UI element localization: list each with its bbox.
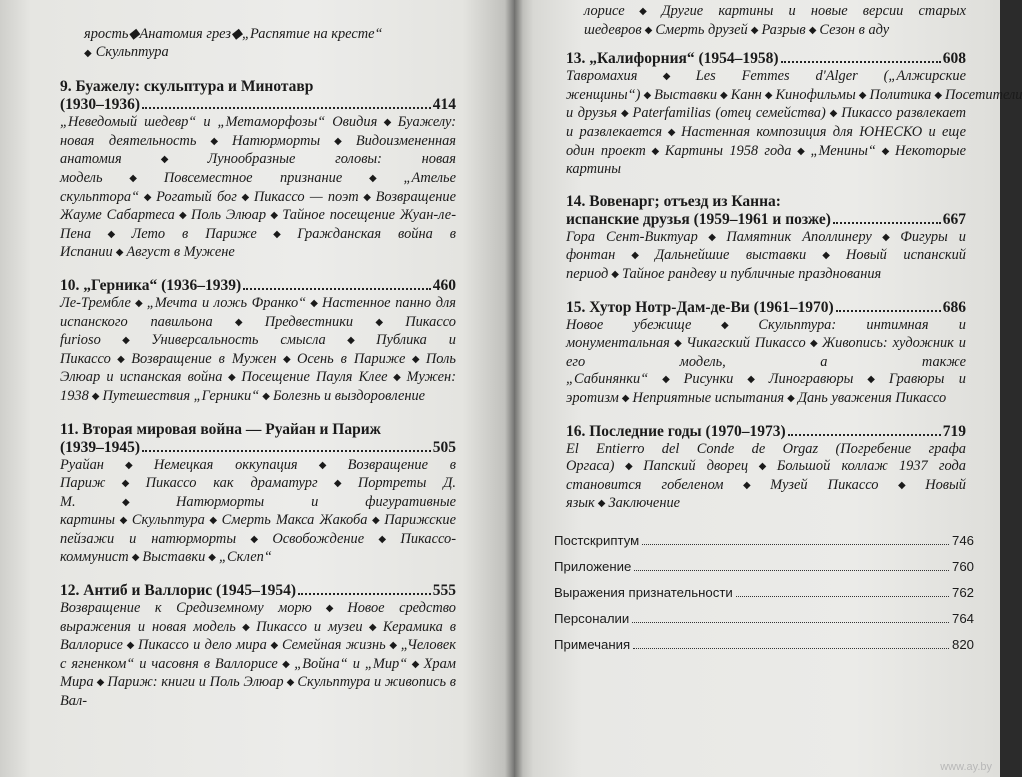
chapter-title-row [566, 50, 966, 68]
bullet-diamond-icon: ◆ [611, 268, 619, 280]
page-number: 608 [942, 50, 966, 68]
bullet-diamond-icon: ◆ [133, 297, 144, 309]
chapter-title-row [566, 211, 966, 229]
bullet-diamond-icon: ◆ [225, 372, 239, 384]
chapter-title-row [60, 439, 456, 457]
bullet-diamond-icon: ◆ [764, 89, 773, 101]
bullet-diamond-icon: ◆ [597, 498, 606, 510]
chapter-title: (1939–1945) [60, 438, 141, 456]
chapter-title-line: 14. Вовенарг; отъезд из Канна: [566, 192, 781, 210]
bullet-diamond-icon: ◆ [858, 89, 867, 101]
bullet-diamond-icon: ◆ [617, 461, 641, 473]
chapter-title: 15. Хутор Нотр-Дам-де-Ви (1961–1970) [566, 298, 834, 316]
bullet-diamond-icon: ◆ [367, 533, 398, 545]
leader-dots [142, 107, 431, 109]
right-toc [554, 3, 1022, 658]
appendix-row [554, 554, 974, 580]
chapter-title: (1930–1936) [60, 96, 141, 114]
leader-dots [633, 648, 949, 649]
bullet-diamond-icon: ◆ [410, 658, 421, 670]
continued-line-1: ярость◆Анатомия грез◆„Распятие на кресте“ [84, 26, 383, 42]
bullet-diamond-icon: ◆ [881, 479, 923, 491]
bullet-diamond-icon: ◆ [239, 533, 270, 545]
bullet-diamond-icon: ◆ [207, 515, 219, 527]
bullet-diamond-icon: ◆ [874, 231, 898, 243]
bullet-diamond-icon: ◆ [370, 515, 382, 527]
appendix-page: 760 [951, 558, 974, 574]
bullet-diamond-icon: ◆ [627, 6, 659, 17]
bullet-diamond-icon: ◆ [672, 338, 684, 350]
bullet-diamond-icon: ◆ [828, 108, 839, 120]
bullet-diamond-icon: ◆ [238, 621, 254, 633]
page-number: 719 [942, 422, 966, 440]
bullet-diamond-icon: ◆ [787, 392, 795, 404]
bullet-diamond-icon: ◆ [280, 658, 292, 670]
chapter-title-row [566, 423, 966, 441]
bullet-diamond-icon: ◆ [408, 353, 423, 365]
chapter-title: 10. „Герника“ (1936–1939) [60, 276, 242, 294]
bullet-diamond-icon: ◆ [105, 172, 161, 184]
toc-entry [60, 277, 456, 407]
bullet-diamond-icon: ◆ [96, 677, 105, 689]
right-page [514, 0, 1022, 777]
bullet-diamond-icon: ◆ [809, 250, 843, 262]
leader-dots [632, 622, 949, 623]
bullet-diamond-icon: ◆ [208, 552, 216, 564]
bullet-diamond-icon: ◆ [269, 640, 279, 652]
bullet-diamond-icon: ◆ [320, 478, 355, 490]
leader-dots [833, 222, 941, 224]
chapter-title-line: 11. Вторая мировая война — Руайан и Париж [60, 420, 381, 438]
bullet-diamond-icon: ◆ [113, 353, 129, 365]
toc-entry [566, 423, 966, 514]
bullet-diamond-icon: ◆ [388, 640, 398, 652]
toc-entry [566, 193, 966, 285]
bullet-diamond-icon: ◆ [78, 496, 174, 508]
bullet-diamond-icon: ◆ [124, 154, 205, 166]
chapter-subtopics: Возвращение к Средиземному морю ◆ Новое средство выражения и новая модель ◆ Пикассо и музеи ◆ Керамика в Валлорисе ◆ Пикассо и дело мира ◆ Семейная жизнь ◆ „Человек с ягненком“ и часовня в Валлорисе ◆ „Война“ и „Мир“ ◆ Храм Мира ◆ Париж: книги и Поль Элюар ◆ Скульптура и живопись в Вал- [60, 600, 456, 710]
page-number: 414 [432, 96, 456, 114]
appendix-row [554, 632, 974, 658]
toc-entry [566, 50, 1022, 179]
page-number: 555 [432, 582, 456, 600]
bullet-diamond-icon: ◆ [736, 374, 766, 386]
bullet-diamond-icon: ◆ [286, 677, 295, 689]
appendix-page: 746 [951, 532, 974, 548]
chapter-title: испанские друзья (1959–1961 и позже) [566, 210, 831, 228]
bullet-diamond-icon: ◆ [115, 247, 124, 259]
continued-subtopics [60, 26, 456, 62]
bullet-diamond-icon: ◆ [108, 478, 143, 490]
bullet-diamond-icon: ◆ [84, 47, 92, 59]
bullet-diamond-icon: ◆ [651, 374, 681, 386]
bullet-diamond-icon: ◆ [365, 621, 380, 633]
bullet-diamond-icon: ◆ [328, 335, 374, 347]
chapter-title-row [60, 277, 456, 295]
leader-dots [836, 310, 941, 312]
toc-entry [60, 582, 456, 711]
continued-line-2 [84, 44, 456, 63]
appendix-label: Постскриптум [554, 532, 640, 548]
bullet-diamond-icon: ◆ [215, 316, 262, 328]
leader-dots [142, 450, 431, 452]
book-gutter [505, 0, 523, 777]
toc-entry [60, 78, 456, 263]
bullet-diamond-icon: ◆ [269, 210, 280, 222]
bullet-diamond-icon: ◆ [665, 126, 679, 138]
watermark: www.ay.by [940, 761, 992, 773]
page-number: 667 [942, 210, 966, 228]
appendix-label: Приложение [554, 558, 632, 574]
bullet-diamond-icon: ◆ [644, 24, 653, 36]
appendix-label: Выражения признательности [554, 584, 733, 600]
bullet-diamond-icon: ◆ [262, 390, 270, 402]
leader-dots [736, 596, 949, 597]
bullet-diamond-icon: ◆ [230, 26, 243, 42]
bullet-diamond-icon: ◆ [103, 335, 149, 347]
chapter-title-row [566, 299, 966, 317]
appendix-label: Персоналии [554, 610, 630, 626]
bullet-diamond-icon: ◆ [808, 338, 819, 350]
bullet-diamond-icon: ◆ [720, 89, 728, 101]
appendix-label: Примечания [554, 636, 631, 652]
chapter-subtopics: El Entierro del Conde de Orgaz (Погребение графа Оргаса) ◆ Папский дворец ◆ Большой коллаж 1937 года становится гобеленом ◆ Музей Пикассо ◆ Новый язык ◆ Заключение [566, 440, 966, 512]
leader-dots [788, 434, 941, 436]
bullet-diamond-icon: ◆ [643, 89, 652, 101]
continued-item: Скульптура [95, 43, 169, 60]
page-number: 686 [942, 298, 966, 316]
left-toc [60, 26, 456, 725]
bullet-diamond-icon: ◆ [199, 135, 230, 147]
bullet-diamond-icon: ◆ [259, 228, 295, 240]
page-number: 460 [432, 276, 456, 294]
bullet-diamond-icon: ◆ [750, 24, 759, 36]
bullet-diamond-icon: ◆ [361, 191, 373, 203]
chapter-title: 13. „Калифорния“ (1954–1958) [566, 50, 779, 68]
chapter-subtopics: Новое убежище ◆ Скульптура: интимная и монументальная ◆ Чикагский Пикассо ◆ Живопись: художник и его модель, а также „Сабинянки“ ◆ Рисунки ◆ Линогравюры ◆ Гравюры и эротизм ◆ Неприятные испытания ◆ Дань уважения Пикассо [566, 316, 966, 406]
bullet-diamond-icon: ◆ [279, 353, 295, 365]
bullet-diamond-icon: ◆ [345, 172, 401, 184]
appendix-page: 764 [951, 610, 974, 626]
toc-entry [566, 299, 966, 409]
bullet-diamond-icon: ◆ [106, 459, 151, 471]
appendix-page: 762 [951, 584, 974, 600]
bullet-diamond-icon: ◆ [808, 24, 817, 36]
chapter-subtopics: Тавромахия ◆ Les Femmes d'Alger („Алжирские женщины“) ◆ Выставки ◆ Канн ◆ Кинофильмы ◆ Политика ◆ Посетители и друзья ◆ Paterfamilias (отец семейства) ◆ Пикассо развлекает и развлекается ◆ Настенная композиция для ЮНЕСКО и еще один проект ◆ Картины 1958 года ◆ „Менины“ ◆ Некоторые картины [566, 68, 1022, 178]
bullet-diamond-icon: ◆ [131, 552, 140, 564]
bullet-diamond-icon: ◆ [794, 145, 808, 157]
bullet-diamond-icon: ◆ [390, 372, 404, 384]
bullet-diamond-icon: ◆ [94, 228, 129, 240]
bullet-diamond-icon: ◆ [300, 459, 345, 471]
bullet-diamond-icon: ◆ [620, 108, 630, 120]
chapter-title-row [60, 582, 456, 600]
leader-dots [298, 593, 431, 595]
page-number: 505 [432, 438, 456, 456]
bullet-diamond-icon: ◆ [726, 479, 768, 491]
bullet-diamond-icon: ◆ [856, 374, 886, 386]
bullet-diamond-icon: ◆ [380, 117, 395, 129]
bullet-diamond-icon: ◆ [934, 89, 943, 101]
bullet-diamond-icon: ◆ [91, 390, 100, 402]
bullet-diamond-icon: ◆ [125, 640, 136, 652]
bullet-diamond-icon: ◆ [323, 135, 353, 147]
appendix-list [554, 528, 974, 658]
bullet-diamond-icon: ◆ [640, 71, 693, 83]
chapter-title: 16. Последние годы (1970–1973) [566, 422, 786, 440]
bullet-diamond-icon: ◆ [177, 210, 188, 222]
bullet-diamond-icon: ◆ [700, 231, 724, 243]
chapter-subtopics: „Неведомый шедевр“ и „Метаморфозы“ Овидия ◆ Буажелу: новая деятельность ◆ Натюрморты ◆ Видоизмененная анатомия ◆ Лунообразные головы: новая модель ◆ Повсеместное признание ◆ „Ателье скульптора“ ◆ Рогатый бог ◆ Пикассо — поэт ◆ Возвращение Жауме Сабартеса ◆ Поль Элюар ◆ Тайное посещение Жуан-ле-Пена ◆ Лето в Париже ◆ Гражданская война в Испании ◆ Август в Мужене [60, 114, 456, 261]
appendix-row [554, 528, 974, 554]
leader-dots [243, 288, 431, 290]
bullet-diamond-icon: ◆ [118, 515, 129, 527]
bullet-diamond-icon: ◆ [751, 461, 774, 473]
continued-subtopics: лорисе ◆ Другие картины и новые версии старых шедевров ◆ Смерть друзей ◆ Разрыв ◆ Сезон в аду [584, 3, 966, 38]
appendix-row [554, 606, 974, 632]
leader-dots [642, 544, 949, 545]
bullet-diamond-icon: ◆ [309, 297, 319, 309]
bullet-diamond-icon: ◆ [356, 316, 403, 328]
chapter-title: 12. Антиб и Валлорис (1945–1954) [60, 582, 297, 600]
bullet-diamond-icon: ◆ [621, 392, 630, 404]
chapter-subtopics: Руайан ◆ Немецкая оккупация ◆ Возвращение в Париж ◆ Пикассо как драматург ◆ Портреты Д. М. ◆ Натюрморты и фигуративные картины ◆ Скульптура ◆ Смерть Макса Жакоба ◆ Парижские пейзажи и натюрморты ◆ Освобождение ◆ Пикассо-коммунист ◆ Выставки ◆ „Склеп“ [60, 456, 456, 566]
bullet-diamond-icon: ◆ [694, 319, 756, 331]
bullet-diamond-icon: ◆ [878, 145, 892, 157]
bullet-diamond-icon: ◆ [128, 26, 140, 42]
bullet-diamond-icon: ◆ [314, 603, 345, 615]
chapter-title-row [60, 96, 456, 114]
chapter-subtopics: Гора Сент-Виктуар ◆ Памятник Аполлинеру ◆ Фигуры и фонтан ◆ Дальнейшие выставки ◆ Новый испанский период ◆ Тайное рандеву и публичные празднования [566, 228, 966, 282]
toc-entry [60, 421, 456, 569]
leader-dots [634, 570, 949, 571]
appendix-row [554, 580, 974, 606]
bullet-diamond-icon: ◆ [618, 250, 652, 262]
bullet-diamond-icon: ◆ [648, 145, 662, 157]
chapter-subtopics: Ле-Трембле ◆ „Мечта и ложь Франко“ ◆ Настенное панно для испанского павильона ◆ Предвестники ◆ Пикассо furioso ◆ Универсальность смысла ◆ Публика и Пикассо ◆ Возвращение в Мужен ◆ Осень в Париже ◆ Поль Элюар и испанская война ◆ Посещение Пауля Клее ◆ Мужен: 1938 ◆ Путешествия „Герники“ ◆ Болезнь и выздоровление [60, 294, 456, 404]
bullet-diamond-icon: ◆ [239, 191, 251, 203]
chapter-title-line: 9. Буажелу: скульптура и Минотавр [60, 78, 314, 96]
appendix-page: 820 [951, 636, 974, 652]
leader-dots [781, 61, 941, 63]
bullet-diamond-icon: ◆ [142, 191, 154, 203]
